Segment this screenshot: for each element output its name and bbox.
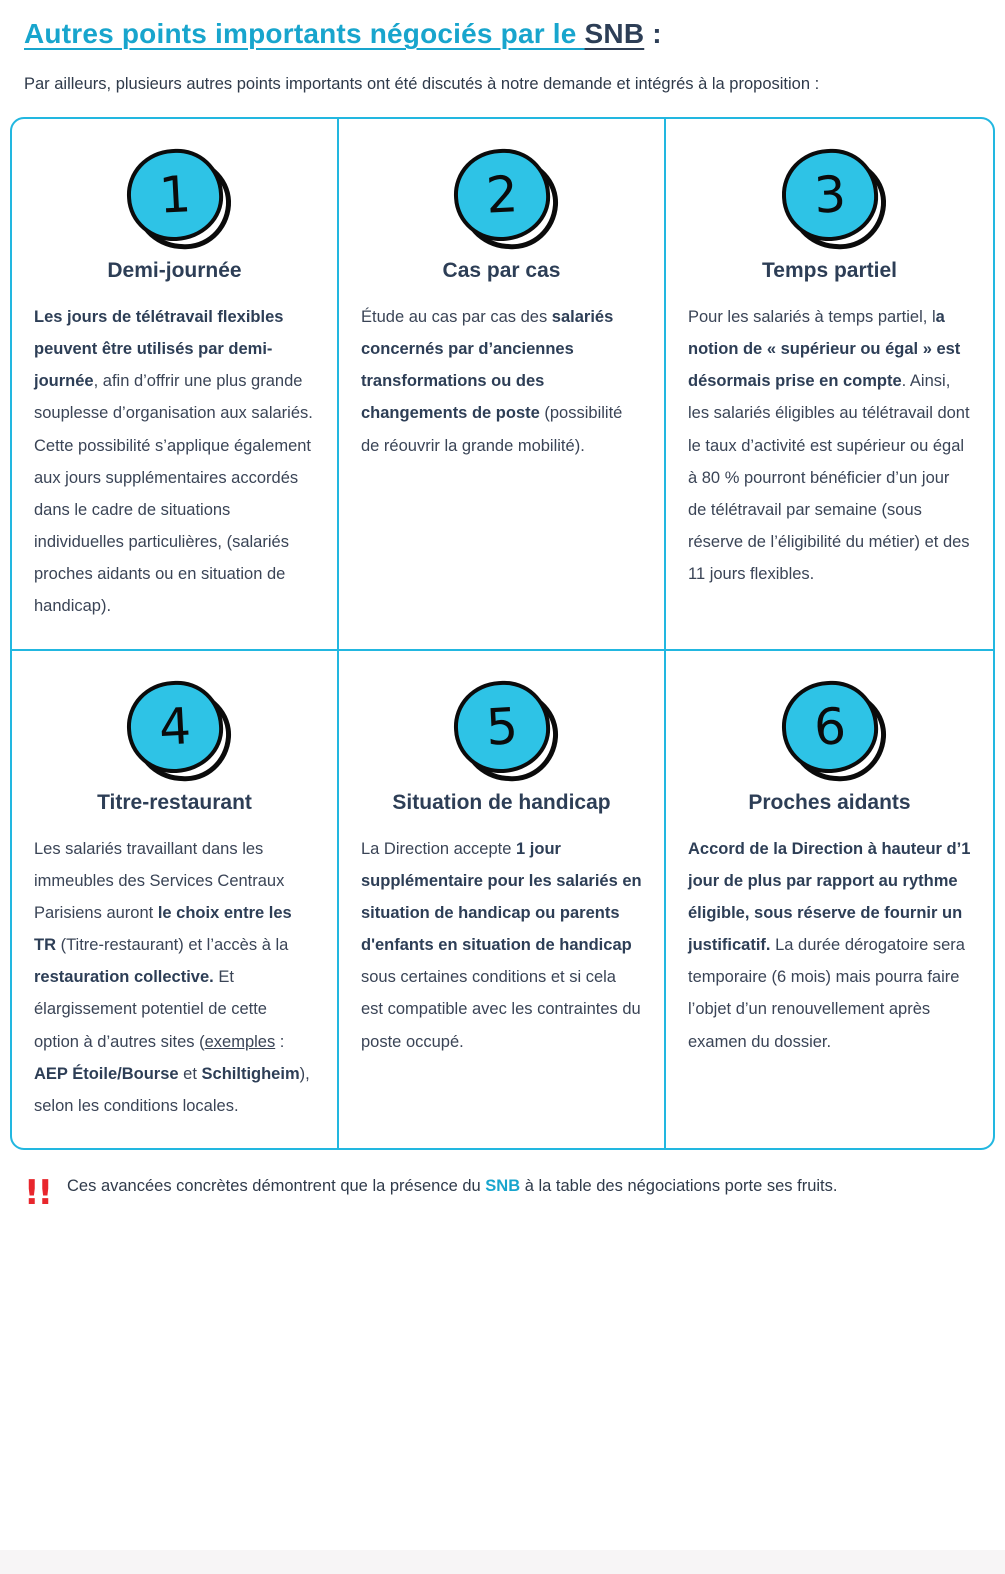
footer-note (24, 1172, 981, 1214)
page-title-colon: : (644, 18, 662, 49)
card-4-badge-row (34, 677, 315, 781)
card-6-number: 6 (812, 696, 847, 757)
card-4-body: Les salariés travaillant dans les immeubles des Services Centraux Parisiens auront le choix entre les TR (Titre-restaurant) et l’accès à la restauration collective. Et élargissement potentiel de cette option à d’autres sites (exemples : AEP Étoile/Bourse et Schiltigheim), selon les conditions locales. (34, 839, 310, 1115)
card-3-number: 3 (812, 165, 847, 225)
card-5-number: 5 (484, 696, 519, 757)
number-badge-icon (448, 677, 556, 781)
number-badge-icon (121, 677, 229, 781)
footer-text-before: Ces avancées concrètes démontrent que la présence du (67, 1177, 486, 1196)
card-4-number: 4 (157, 696, 192, 757)
intro-paragraph: Par ailleurs, plusieurs autres points importants ont été discutés à notre demande et intégrés à la proposition : (24, 75, 820, 93)
card-2-number: 2 (484, 165, 519, 225)
card-4 (12, 651, 339, 1149)
footer-text-after: à la table des négociations porte ses fruits. (520, 1177, 838, 1196)
card-3-badge-row (688, 145, 971, 249)
card-6-body: Accord de la Direction à hauteur d’1 jour de plus par rapport au rythme éligible, sous réserve de fournir un justificatif. La durée dérogatoire sera temporaire (6 mois) mais pourra faire l’objet d’un renouvellement après examen du dossier. (688, 839, 971, 1051)
card-5-title: Situation de handicap (392, 790, 611, 814)
number-badge-icon (121, 145, 229, 249)
card-5 (339, 651, 666, 1149)
card-3-title: Temps partiel (762, 258, 897, 282)
card-3-body: Pour les salariés à temps partiel, la notion de « supérieur ou égal » est désormais prise en compte. Ainsi, les salariés éligibles au télétravail dont le taux d’activité est supérieur ou égal à 80 % pourront bénéficier d’un jour de télétravail par semaine (sous réserve de l’éligibilité du métier) et des 11 jours flexibles. (688, 307, 970, 584)
card-4-title: Titre-restaurant (97, 790, 252, 814)
cards-grid (10, 117, 995, 1150)
double-exclamation-icon: !! (24, 1173, 52, 1214)
card-1-badge-row (34, 145, 315, 249)
page-title (0, 0, 1005, 50)
card-2-title: Cas par cas (442, 258, 561, 282)
card-1-body: Les jours de télétravail flexibles peuvent être utilisés par demi-journée, afin d’offrir une plus grande souplesse d’organisation aux salariés. Cette possibilité s’applique également aux jours supplémentaires accordés dans le cadre de situations individuelles particulières, (salariés proches aidants ou en situation de handicap). (34, 307, 313, 616)
card-3 (666, 119, 993, 651)
page-title-main: Autres points importants négociés par le (24, 18, 585, 49)
number-badge-icon (776, 145, 884, 249)
card-1 (12, 119, 339, 651)
card-1-title: Demi-journée (107, 258, 242, 282)
card-6-badge-row (688, 677, 971, 781)
card-5-body: La Direction accepte 1 jour supplémentaire pour les salariés en situation de handicap ou parents d'enfants en situation de handicap sous certaines conditions et si cela est compatible avec les contraintes du poste occupé. (361, 839, 642, 1051)
number-badge-icon (776, 677, 884, 781)
card-5-badge-row (361, 677, 642, 781)
card-2-badge-row (361, 145, 642, 249)
card-2 (339, 119, 666, 651)
footer-snb: SNB (485, 1177, 521, 1196)
card-2-body: Étude au cas par cas des salariés concernés par d’anciennes transformations ou des changements de poste (possibilité de réouvrir la grande mobilité). (361, 307, 623, 455)
card-6 (666, 651, 993, 1149)
number-badge-icon (448, 145, 556, 249)
page-title-snb: SNB (584, 18, 645, 49)
card-1-number: 1 (157, 165, 192, 225)
card-6-title: Proches aidants (748, 790, 911, 814)
